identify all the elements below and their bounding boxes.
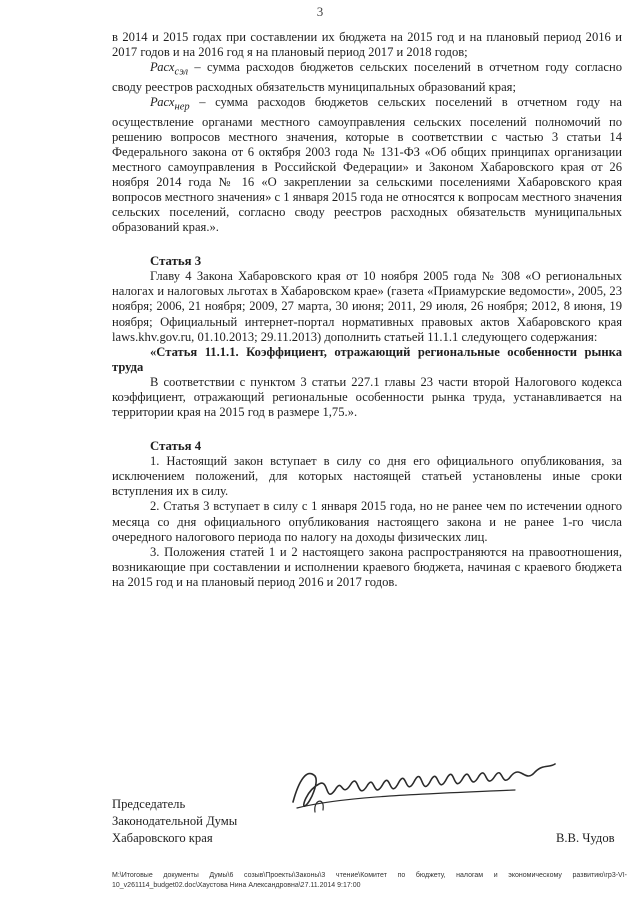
article-4-clause-3: 3. Положения статей 1 и 2 настоящего закона распространяются на правоотношения, возникающие при составлении и исполнении краевого бюджета, начиная с краевого бюджета на 2015 год и на плановый период 2016 и 2017 годов. <box>112 544 622 589</box>
variable-name: Расх <box>150 60 175 75</box>
variable-name: Расх <box>150 94 175 109</box>
signature-block <box>112 796 622 847</box>
variable-subscript: нер <box>174 101 190 113</box>
signatory-name: В.В. Чудов <box>556 831 615 845</box>
page-number: 3 <box>316 4 324 19</box>
article-4-clause-1: 1. Настоящий закон вступает в силу со дня его официального опубликования, за исключением положений, для которых настоящей статьей установлены иные сроки вступления их в силу. <box>112 454 622 499</box>
variable-subscript: сэл <box>174 66 189 78</box>
intro-paragraph-3 <box>112 95 622 235</box>
document-body <box>112 30 622 590</box>
variable-definition: – сумма расходов бюджетов сельских поселений в отчетном году согласно своду реестров расходных обязательств муниципальных образований края; <box>112 60 622 94</box>
article-11-1-1-heading: «Статья 11.1.1. Коэффициент, отражающий региональные особенности рынка труда <box>112 344 622 374</box>
intro-paragraph-1: в 2014 и 2015 годах при составлении их бюджета на 2015 год и на плановый период 2016 и 2017 годов и на 2016 год я на плановый период 2017 и 2018 годов; <box>112 30 622 60</box>
signatory-title-line-2: Законодательной Думы <box>112 814 238 828</box>
article-4-heading: Статья 4 <box>150 439 202 454</box>
signatory-title-line-1: Председатель <box>112 797 186 811</box>
signatory-title-line-3: Хабаровского края <box>112 831 213 845</box>
article-4-clause-2: 2. Статья 3 вступает в силу с 1 января 2015 года, но не ранее чем по истечении одного месяца со дня официального опубликования настоящего закона и не ранее 1-го числа очередного налогового периода по налогу на доходы физических лиц. <box>112 499 622 544</box>
article-3-heading: Статья 3 <box>150 254 202 269</box>
file-path-footer: M:\Итоговые документы Думы\6 созыв\Проекты\Законы\3 чтение\Комитет по бюджету, налогам и экономическому развитию\гр3-VI-10_v261114_budget02.doc\Хаустова Нина Александровна\27.11.2014 9:17:00 <box>112 872 627 889</box>
intro-paragraph-2 <box>112 60 622 95</box>
variable-definition: – сумма расходов бюджетов сельских поселений в отчетном году на осуществление органами местного самоуправления сельских поселений полномочий по решению вопросов местного значения, которые в соответствии с частью 3 статьи 14 Федерального закона от 6 октября 2003 года № 131-ФЗ «Об общих принципах организации местного самоуправления в Российской Федерации» и Законом Хабаровского края от 26 ноября 2014 года № 16 «О закреплении за сельскими поселениями Хабаровского края вопросов местного значения» с 1 января 2015 года не относятся к вопросам местного значения сельских поселений, согласно своду реестров расходных обязательств муниципальных образований края.». <box>112 94 622 235</box>
article-3-paragraph-2: В соответствии с пунктом 3 статьи 227.1 главы 23 части второй Налогового кодекса коэффициент, отражающий региональные особенности рынка труда, устанавливается на территории края на 2015 год в размере 1,75.». <box>112 374 622 420</box>
article-3-paragraph-1: Главу 4 Закона Хабаровского края от 10 ноября 2005 года № 308 «О региональных налогах и налоговых льготах в Хабаровском крае» (газета «Приамурские ведомости», 2005, 23 ноября; 2006, 21 ноября; 2009, 27 марта, 30 июня; 2011, 29 июля, 26 ноября; 2012, 8 июня, 19 ноября; Официальный интернет-портал нормативных правовых актов Хабаровского края laws.khv.gov.ru, 01.10.2013; 29.11.2013) дополнить статьей 11.1.1 следующего содержания: <box>112 269 622 344</box>
